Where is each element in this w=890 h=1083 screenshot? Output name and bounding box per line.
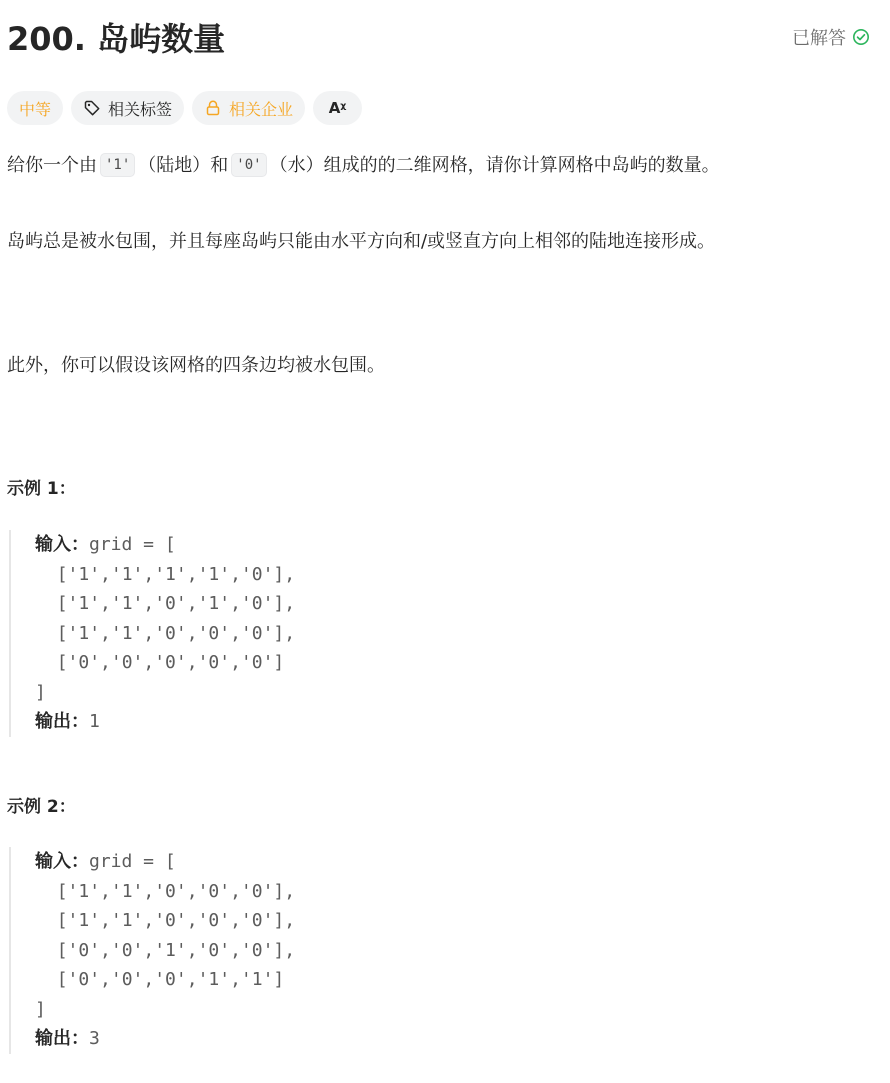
input-head: grid = [ — [89, 534, 176, 555]
output-value: 1 — [89, 711, 100, 732]
difficulty-label: 中等 — [19, 99, 52, 119]
description-text: （水）组成的的二维网格，请你计算网格中岛屿的数量。 — [269, 155, 720, 176]
problem-title: 200. 岛屿数量 — [7, 20, 226, 58]
example-output-line — [35, 707, 509, 737]
grid-row — [35, 936, 509, 966]
topics-tag-button[interactable] — [71, 91, 184, 125]
example-1-block — [9, 530, 509, 737]
example-output-line — [35, 1024, 509, 1054]
check-circle-icon — [852, 28, 870, 46]
lock-icon — [204, 99, 222, 117]
grid-row-text: ['1','1','1','1','0'], — [56, 563, 296, 585]
companies-tag-label: 相关企业 — [229, 99, 294, 119]
description-text: （陆地）和 — [138, 155, 229, 176]
companies-tag-button[interactable] — [192, 91, 305, 125]
grid-close: ] — [35, 681, 46, 703]
description-paragraph: 岛屿总是被水包围，并且每座岛屿只能由水平方向和/或竖直方向上相邻的陆地连接形成。 — [7, 231, 716, 252]
example-1-title: 示例 1： — [7, 479, 76, 499]
description-paragraph: 此外，你可以假设该网格的四条边均被水包围。 — [7, 355, 385, 376]
grid-row-text: ['0','0','1','0','0'], — [56, 939, 296, 961]
difficulty-badge[interactable] — [7, 91, 63, 125]
grid-row — [35, 906, 509, 936]
input-head: grid = [ — [89, 851, 176, 872]
solved-status — [792, 24, 870, 50]
tag-bar — [7, 91, 362, 125]
grid-close: ] — [35, 998, 46, 1020]
problem-header — [7, 14, 870, 64]
tag-icon — [83, 99, 101, 117]
output-label: 输出： — [35, 711, 89, 732]
output-label: 输出： — [35, 1028, 89, 1049]
output-value: 3 — [89, 1028, 100, 1049]
translate-icon: Aᵡ — [328, 99, 347, 117]
grid-row — [35, 965, 509, 995]
grid-row-text: ['1','1','0','0','0'], — [56, 910, 296, 931]
grid-row-text: ['0','0','0','1','1'] — [56, 969, 285, 990]
grid-row — [35, 648, 509, 678]
grid-row — [35, 877, 509, 907]
translate-button[interactable] — [313, 91, 362, 125]
grid-row — [35, 619, 509, 649]
example-2-block — [9, 847, 509, 1054]
grid-row-text: ['1','1','0','0','0'], — [56, 880, 296, 902]
description-paragraph — [7, 150, 872, 182]
solved-label: 已解答 — [792, 28, 846, 49]
grid-row — [35, 589, 509, 619]
input-label: 输入： — [35, 851, 89, 872]
topics-tag-label: 相关标签 — [108, 99, 173, 119]
inline-code: '1' — [100, 153, 135, 177]
grid-row — [35, 560, 509, 590]
grid-row-text: ['0','0','0','0','0'] — [56, 652, 285, 673]
input-label: 输入： — [35, 534, 89, 555]
description-text: 给你一个由 — [7, 155, 97, 176]
grid-row-text: ['1','1','0','1','0'], — [56, 593, 296, 614]
example-2-title: 示例 2： — [7, 797, 76, 817]
example-input-line — [35, 847, 509, 877]
example-input-line — [35, 530, 509, 560]
grid-row-text: ['1','1','0','0','0'], — [56, 622, 296, 644]
inline-code: '0' — [231, 153, 266, 177]
